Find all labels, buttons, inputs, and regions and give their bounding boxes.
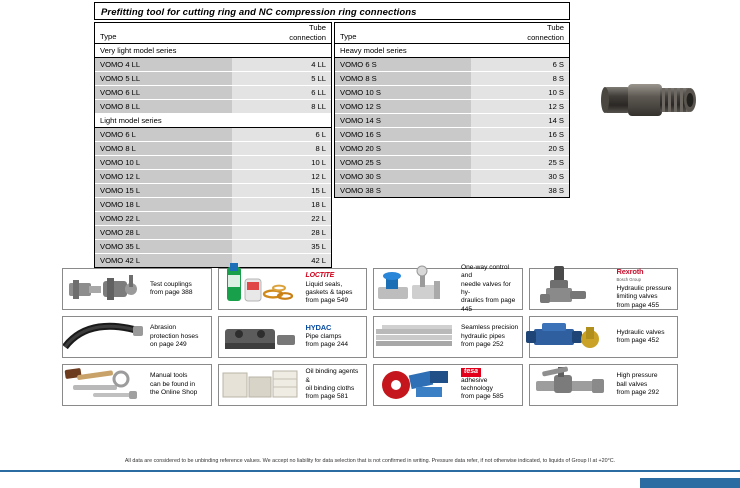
cell-connection: 42 L	[232, 254, 331, 268]
cell-type: VOMO 8 S	[335, 72, 471, 86]
cell-connection: 5 LL	[232, 72, 331, 86]
header-connection	[232, 23, 331, 44]
cell-type: VOMO 5 LL	[95, 72, 232, 86]
cell-type: VOMO 12 S	[335, 100, 471, 114]
promo-line-1: Hydraulic valves	[616, 328, 665, 336]
cell-connection: 20 S	[471, 142, 569, 156]
cell-type: VOMO 6 LL	[95, 86, 232, 100]
promo-line-2: technology	[461, 385, 493, 392]
cell-type: VOMO 42 L	[95, 254, 232, 268]
cell-type: VOMO 18 L	[95, 198, 232, 212]
table-row	[95, 100, 331, 114]
promo-line-1: adhesive	[461, 376, 488, 384]
document-title-bar	[94, 2, 570, 20]
table-row	[95, 212, 331, 226]
loctite-logo: LOCTITE	[305, 272, 335, 280]
section-title: Very light model series	[95, 44, 331, 58]
promo-cell-test-couplings[interactable]	[62, 268, 212, 310]
cell-connection: 10 S	[471, 86, 569, 100]
cell-type: VOMO 8 L	[95, 142, 232, 156]
promo-row	[62, 263, 678, 313]
promo-row	[62, 364, 678, 406]
promo-cell-manual-tools[interactable]	[62, 364, 212, 406]
table-row	[335, 100, 569, 114]
rexroth-logo-sub: Bosch Group	[616, 277, 641, 283]
promo-grid	[62, 263, 678, 412]
cell-connection: 30 S	[471, 170, 569, 184]
liquid-seals-text	[303, 272, 356, 306]
promo-line-1: Pipe clamps	[305, 332, 342, 340]
promo-cell-one-way-valves[interactable]	[373, 263, 523, 313]
rexroth-logo-name: Rexroth	[616, 266, 644, 276]
promo-line-1: Seamless precision	[461, 324, 519, 332]
pipe-clamp-image	[219, 317, 303, 357]
table-row	[95, 184, 331, 198]
cell-connection: 15 L	[232, 184, 331, 198]
cell-type: VOMO 30 S	[335, 170, 471, 184]
promo-line-1: Manual tools	[150, 372, 188, 380]
promo-line-1: Test couplings	[150, 280, 192, 288]
promo-line-2: ball valves	[616, 380, 648, 388]
promo-cell-oil-binding-agents[interactable]	[218, 364, 368, 406]
promo-line-1: Oil binding agents &	[305, 368, 359, 384]
promo-line-3: from page 292	[616, 389, 660, 397]
cell-type: VOMO 4 LL	[95, 58, 232, 72]
table-row	[95, 72, 331, 86]
promo-line-3: from page 252	[461, 341, 504, 349]
table-row	[335, 58, 569, 72]
cell-type: VOMO 8 LL	[95, 100, 232, 114]
cell-type: VOMO 10 S	[335, 86, 471, 100]
table-row	[95, 198, 331, 212]
pressure-limiting-valve-text	[614, 268, 675, 310]
page-title: Prefitting tool for cutting ring and NC compression ring connections	[101, 7, 417, 18]
promo-cell-pressure-limiting-valves[interactable]	[529, 268, 679, 310]
cell-type: VOMO 20 S	[335, 142, 471, 156]
promo-line-2: oil binding cloths	[305, 385, 355, 392]
promo-line-3: the Online Shop	[150, 389, 198, 397]
header-connection-bottom: connection	[289, 33, 326, 42]
pressure-limiting-valve-image	[530, 269, 614, 309]
section-header-row	[95, 44, 331, 58]
table-row	[95, 142, 331, 156]
one-way-valve-image	[374, 269, 458, 309]
table-row	[335, 72, 569, 86]
cell-type: VOMO 14 S	[335, 114, 471, 128]
ball-valve-text	[614, 372, 663, 397]
cell-connection: 12 L	[232, 170, 331, 184]
cell-connection: 10 L	[232, 156, 331, 170]
cell-type: VOMO 28 L	[95, 226, 232, 240]
cell-connection: 22 L	[232, 212, 331, 226]
one-way-valve-text	[458, 264, 522, 314]
promo-line-3: from page 549	[305, 297, 349, 305]
promo-line-2: needle valves for hy-	[461, 280, 511, 296]
table-header-row	[95, 23, 331, 44]
cell-connection: 6 L	[232, 128, 331, 142]
cell-connection: 25 S	[471, 156, 569, 170]
cell-connection: 14 S	[471, 114, 569, 128]
ball-valve-image	[530, 365, 614, 405]
abrasion-hose-text	[147, 324, 201, 349]
promo-line-2: protection hoses	[150, 332, 199, 340]
abrasion-hose-image	[63, 317, 147, 357]
cell-connection: 8 LL	[232, 100, 331, 114]
product-photo-prefitting-tool	[600, 74, 704, 126]
test-couplings-text	[147, 281, 196, 298]
table-row	[335, 184, 569, 198]
promo-line-3: draulics from page 445	[461, 297, 516, 313]
promo-line-3: from page 455	[616, 301, 660, 309]
promo-line-2: gaskets & tapes	[305, 289, 353, 296]
manual-tools-text	[147, 372, 200, 397]
table-header-row	[335, 23, 569, 44]
cell-type: VOMO 35 L	[95, 240, 232, 254]
header-connection-top: Tube	[546, 23, 564, 32]
promo-line-2: from page 452	[616, 337, 660, 344]
spec-table-left	[94, 22, 332, 268]
test-couplings-image	[63, 269, 147, 309]
promo-line-3: from page 581	[305, 393, 349, 401]
header-connection-top: Tube	[308, 23, 326, 32]
promo-line-1: Liquid seals,	[305, 280, 343, 288]
precision-pipes-text	[458, 324, 521, 349]
promo-line-2: hydraulic pipes	[461, 332, 505, 340]
cell-type: VOMO 10 L	[95, 156, 232, 170]
tesa-logo-wrap	[461, 368, 504, 376]
table-row	[335, 86, 569, 100]
cell-connection: 4 LL	[232, 58, 331, 72]
cell-connection: 28 L	[232, 226, 331, 240]
promo-cell-liquid-seals[interactable]	[218, 268, 368, 310]
adhesive-text	[458, 368, 507, 402]
cell-connection: 35 L	[232, 240, 331, 254]
table-row	[335, 156, 569, 170]
liquid-seals-image	[219, 269, 303, 309]
promo-cell-precision-pipes[interactable]	[373, 316, 523, 358]
hydac-logo: HYDAC	[305, 323, 332, 333]
table-row	[95, 156, 331, 170]
cell-type: VOMO 22 L	[95, 212, 232, 226]
promo-row	[62, 316, 678, 358]
promo-line-2: from page 244	[305, 341, 349, 349]
header-type: Type	[335, 23, 471, 44]
cell-connection: 6 S	[471, 58, 569, 72]
table-row	[95, 240, 331, 254]
table-row	[95, 226, 331, 240]
table-row	[95, 58, 331, 72]
promo-line-1: Abrasion	[150, 324, 177, 332]
header-connection	[471, 23, 569, 44]
table-row	[335, 170, 569, 184]
promo-line-2: can be found in	[150, 380, 196, 388]
table-row	[335, 114, 569, 128]
section-title: Heavy model series	[335, 44, 569, 58]
oil-binding-image	[219, 365, 303, 405]
cell-connection: 6 LL	[232, 86, 331, 100]
table-row	[95, 170, 331, 184]
section-header-row	[335, 44, 569, 58]
pipe-clamp-text	[303, 324, 352, 349]
promo-line-2: from page 388	[150, 289, 193, 296]
promo-line-2: limiting valves	[616, 293, 658, 301]
section-header-row	[95, 114, 331, 128]
promo-line-1: High pressure	[616, 372, 658, 380]
section-title: Light model series	[95, 114, 331, 128]
cell-type: VOMO 6 L	[95, 128, 232, 142]
manual-tools-image	[63, 365, 147, 405]
promo-cell-pipe-clamps[interactable]	[218, 316, 368, 358]
table-row	[95, 86, 331, 100]
tesa-logo: tesa	[461, 368, 481, 376]
cell-type: VOMO 6 S	[335, 58, 471, 72]
cell-connection: 38 S	[471, 184, 569, 198]
cell-connection: 12 S	[471, 100, 569, 114]
hydraulic-valves-text	[614, 329, 668, 346]
promo-cell-adhesive-technology[interactable]	[373, 364, 523, 406]
cell-connection: 8 L	[232, 142, 331, 156]
promo-line-3: from page 585	[461, 393, 504, 401]
table-row	[335, 128, 569, 142]
precision-pipes-image	[374, 317, 458, 357]
cell-type: VOMO 25 S	[335, 156, 471, 170]
footer-accent-bar	[0, 470, 740, 472]
cell-type: VOMO 16 S	[335, 128, 471, 142]
header-type: Type	[95, 23, 232, 44]
footer-accent-block	[640, 478, 740, 488]
adhesive-tape-image	[374, 365, 458, 405]
footer-disclaimer: All data are considered to be unbinding reference values. We accept no liability for data selection that is not confirmed in writing. Pressure data refer, if not otherwise indicated, to liquids of Group II at +20°C.	[124, 458, 616, 464]
cell-type: VOMO 15 L	[95, 184, 232, 198]
cell-connection: 8 S	[471, 72, 569, 86]
promo-cell-ball-valves[interactable]	[529, 364, 679, 406]
cell-type: VOMO 12 L	[95, 170, 232, 184]
table-row	[335, 142, 569, 156]
promo-line-1: Hydraulic pressure	[616, 284, 672, 292]
cell-connection: 18 L	[232, 198, 331, 212]
header-connection-bottom: connection	[527, 33, 564, 42]
promo-line-1: One-way control and	[461, 263, 510, 280]
promo-cell-hydraulic-valves[interactable]	[529, 316, 679, 358]
cell-type: VOMO 38 S	[335, 184, 471, 198]
hydraulic-valves-image	[530, 317, 614, 357]
oil-binding-text	[303, 368, 367, 402]
spec-table-right	[334, 22, 570, 198]
promo-line-3: on page 249	[150, 341, 187, 349]
promo-cell-abrasion-hoses[interactable]	[62, 316, 212, 358]
rexroth-logo	[617, 268, 672, 285]
table-row	[95, 128, 331, 142]
cell-connection: 16 S	[471, 128, 569, 142]
